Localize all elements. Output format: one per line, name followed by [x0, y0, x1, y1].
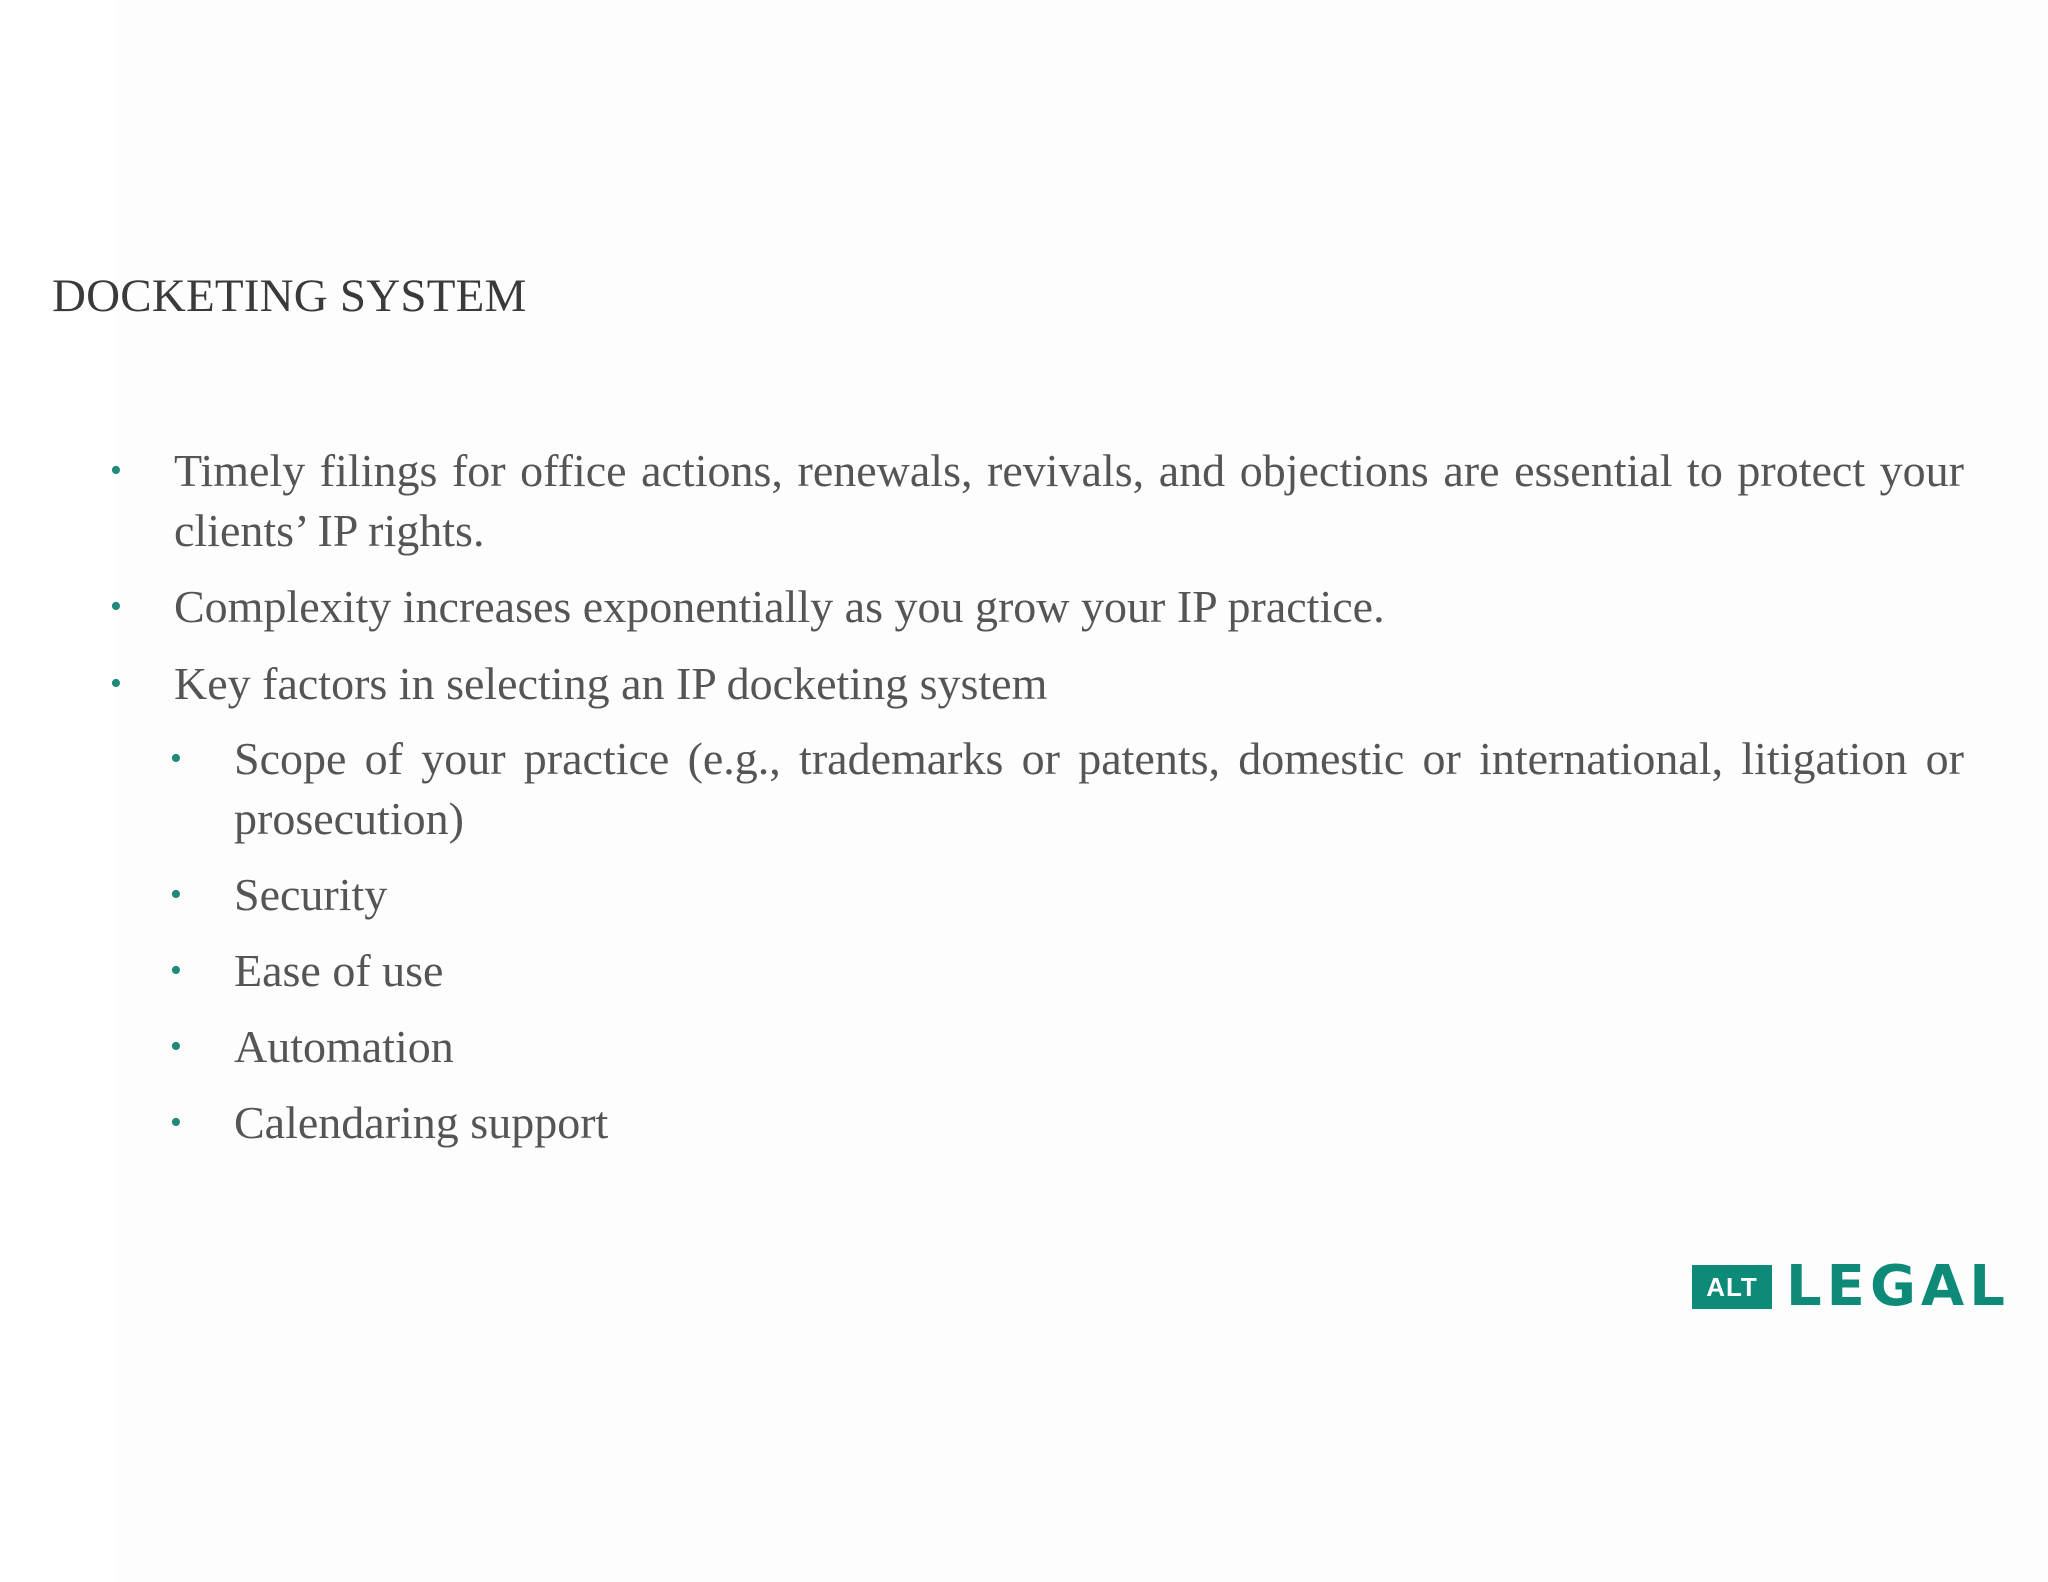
- bullet-dot: •: [110, 665, 122, 702]
- bullet-text: Automation: [234, 1021, 454, 1072]
- bullet-dot: •: [170, 740, 182, 777]
- logo-badge: ALT: [1692, 1265, 1772, 1309]
- bullet-dot: •: [110, 452, 122, 489]
- alt-legal-logo: [1692, 1254, 2010, 1319]
- bullet-text: Ease of use: [234, 945, 444, 996]
- bullet-dot: •: [170, 952, 182, 989]
- bullet-dot: •: [170, 1104, 182, 1141]
- bullet-text: Scope of your practice (e.g., trademarks or patents, domestic or international, litigation or prosecution): [234, 733, 1964, 844]
- logo-wordmark: LEGAL: [1786, 1254, 2010, 1319]
- bullet-dot: •: [170, 1028, 182, 1065]
- bullet-text: Key factors in selecting an IP docketing system: [174, 658, 1048, 709]
- bullet-text: Security: [234, 869, 388, 920]
- bullet-text: Calendaring support: [234, 1097, 609, 1148]
- bullet-dot: •: [170, 876, 182, 913]
- slide-title: DOCKETING SYSTEM: [52, 270, 527, 322]
- bullet-text: Timely filings for office actions, renewals, revivals, and objections are essential to protect your clients’ IP rights.: [174, 445, 1964, 556]
- bullet-dot: •: [110, 588, 122, 625]
- bullet-text: Complexity increases exponentially as you grow your IP practice.: [174, 581, 1385, 632]
